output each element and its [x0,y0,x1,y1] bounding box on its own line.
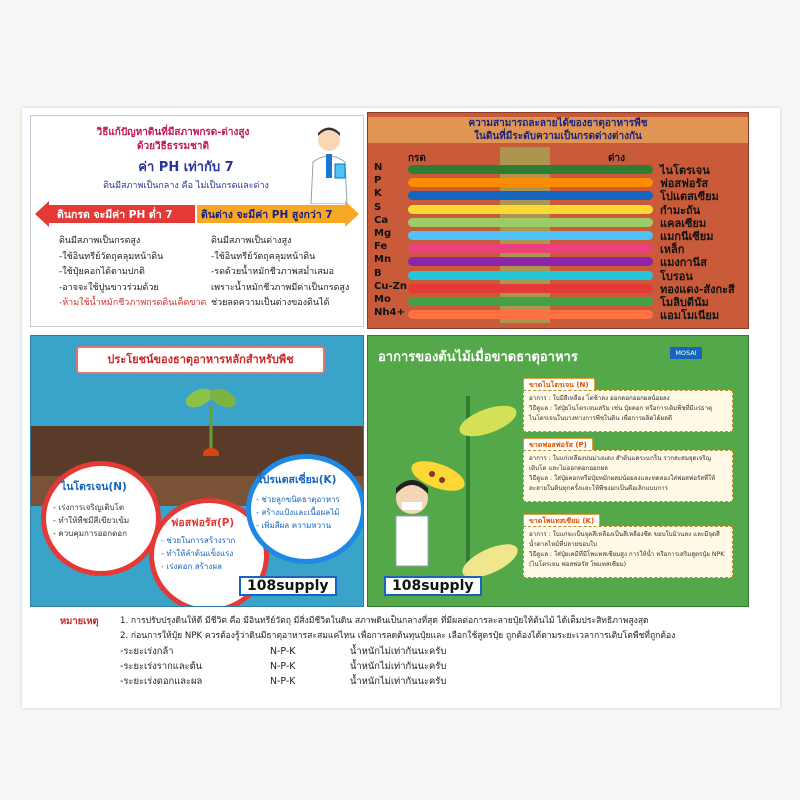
stage-note: น้ำหนักไม่เท่ากันนะครับ [350,676,447,687]
stage-npk: N-P-K [270,646,296,657]
method-text: วิธีดูแล : ใส่ปุ๋ยเคมีที่มีโพแทสเซียมสูง การให้น้ำ หรือการเสริมสูตรปุ๋ย NPK (ไนโตรเจน ฟอสฟอรัส โพแทสเซียม) [529,551,725,568]
list-item: -ใช้ปุ๋ยคอกได้ตามปกติ [59,267,145,277]
element-name: แอมโมเนียม [660,309,720,323]
element-symbol: Mo [374,294,391,305]
potassium-deficiency-head: ขาดโพแทสเซียม (K) [523,514,600,528]
list-item: -อาจจะใช้ปูนขาวร่วมด้วย [59,282,159,293]
element-name: แคลเซียม [660,216,707,230]
note-label: หมายเหตุ [60,616,99,627]
list-item: -ใช้อินทรีย์วัตถุคลุมหน้าดิน [211,251,316,262]
list-item: ดินมีสภาพเป็นด่างสูง [211,236,292,246]
element-name: กำมะถัน [660,203,701,217]
base-soil-list [211,234,349,312]
nitrogen-title: ไนโตรเจน(N) [61,481,127,493]
stage-name: -ระยะเร่งดอกและผล [120,676,203,687]
sprout-icon [181,376,241,456]
phosphorus-deficiency-box [523,450,733,502]
element-symbol: P [374,175,382,187]
element-name: ไนโตรเจน [660,164,710,177]
panel1-title-line1: วิธีแก้ปัญหาดินที่มีสภาพกรด-ด่างสูง [96,127,250,138]
solubility-band [408,218,653,227]
list-item: -ใช้อินทรีย์วัตถุคลุมหน้าดิน [59,251,164,262]
list-item: - เพิ่มสีผล ความหวาน [256,521,332,530]
stage-note: น้ำหนักไม่เท่ากันนะครับ [350,661,447,672]
acid-scale-label: กรด [408,153,426,164]
element-name: ทองแดง-สังกะสี [660,282,735,296]
mosai-badge: MOSAI [670,347,702,359]
solubility-band [408,271,653,280]
acid-arrow-label: ดินกรด จะมีค่า PH ต่ำ 7 [57,209,173,221]
symptom-text: อาการ : ใบแก่เหลืองปนม่วงแดง สำต้นแคระแกร็น รากสะสมจุดเจริญเติบโต และไม่ออกดอกออกผล [529,455,711,472]
element-symbol: Mg [374,228,392,239]
neutral-soil-text: ดินมีสภาพเป็นกลาง คือ ไม่เป็นกรดและด่าง [103,181,269,191]
list-item: -รดด้วยน้ำหมักชีวภาพสม่ำเสมอ [211,267,335,277]
panel3-title: ประโยชน์ของธาตุอาหารหลักสำหรับพืช [76,346,325,374]
solubility-band [408,310,653,319]
panel2-title-line2: ในดินที่มีระดับความเป็นกรดด่างต่างกัน [474,131,642,142]
element-symbol: S [374,201,382,213]
element-symbol: Nh4+ [374,307,405,319]
symptom-text: อาการ : ใบมีสีเหลือง โตช้าลง ออกดอกออกผลน้อยลง [529,395,670,402]
footnote-text [120,614,675,689]
phosphorus-title: ฟอสฟอรัส(P) [171,517,235,529]
element-symbol: Mn [374,254,392,266]
list-item: - สร้างแป้งและเนื้อผลไม้ [256,508,340,517]
symptom-text: อาการ : ใบแก่จะเป็นจุดสีเหลืองเป็นสีเหลืองซีด ขอบใบม้วนลง และมีจุดสีน้ำตาลไหม้ที่ปลายขอบใบ [529,531,720,548]
list-item: - ทำให้ลำต้นแข็งแรง [161,549,234,558]
deficiency-symptom-panel [367,335,749,607]
solubility-band [408,244,653,253]
element-symbol: Cu-Zn [374,280,407,292]
stage-npk: N-P-K [270,661,296,672]
brand-logo: 108supply [239,576,337,596]
element-name: โบรอน [660,269,693,283]
list-item: - ทำให้พืชมีสีเขียวเข้ม [53,516,130,525]
element-name: แมกนีเซียม [660,230,714,243]
nitrogen-lines [53,501,129,540]
element-name: ฟอสฟอรัส [660,177,709,191]
nitrogen-deficiency-head: ขาดไนโตรเจน (N) [523,378,595,392]
panel2-title [368,117,748,143]
stage-row [120,644,675,659]
brand-logo: 108supply [384,576,482,596]
stage-note: น้ำหนักไม่เท่ากันนะครับ [350,646,447,657]
panel1-title [63,126,283,154]
list-item: - ช่วยในการสร้างราก [161,536,236,545]
nitrogen-deficiency-box [523,390,733,432]
element-symbol: N [374,162,383,173]
stage-name: -ระยะเร่งรากและต้น [120,661,203,672]
list-item: ช่วยลดความเป็นด่างของดินได้ [211,298,330,308]
potassium-lines [256,493,340,532]
solubility-band [408,205,653,214]
list-item: ดินมีสภาพเป็นกรดสูง [59,236,141,246]
element-symbol: K [374,188,382,200]
potassium-title: โปรแตสเซี่ยม(K) [257,474,337,486]
ph-value-text: ค่า PH เท่ากับ 7 [138,160,234,175]
element-symbol: Fe [374,241,388,253]
list-item: - ช่วยลูกขนิดธาตุอาหาร [256,495,340,504]
list-item: - เร่งการเจริญเติบโต [53,503,125,512]
base-scale-label: ด่าง [608,153,625,164]
list-item: - เร่งดอก สร้างผล [161,562,222,571]
nutrient-solubility-panel [367,112,749,329]
solubility-band [408,178,653,187]
solubility-band [408,191,653,200]
element-name: โมลิบดีนัม [660,296,709,309]
nutrient-benefit-panel [30,335,364,607]
list-item: เพราะน้ำหมักชีวภาพมีค่าเป็นกรดสูง [211,282,350,293]
solubility-band [408,231,653,240]
element-symbol: B [374,267,382,279]
element-name: โปแตสเซียม [660,190,719,204]
solubility-band [408,297,653,306]
element-name: แมงกานีส [660,256,707,270]
base-arrow-label: ดินด่าง จะมีค่า PH สูงกว่า 7 [201,209,333,221]
ph-fix-panel [30,115,364,327]
stage-npk: N-P-K [270,676,296,687]
phosphorus-lines [161,534,235,573]
stage-row [120,674,675,689]
method-text: วิธีดูแล : ใส่ปุ๋ยไนโตรเจนเสริม เช่น ปุ๋ยคอก หรือการเติมพืชที่มีแร่ธาตุไนโตรเจนในบางทางการพืชในดิน เพื่อการผลิตได้ผลดี [529,405,713,422]
panel2-title-line1: ความสามารถละลายได้ของธาตุอาหารพืช [468,118,648,129]
element-symbol: Ca [374,214,389,226]
note-line: 2. ก่อนการให้ปุ๋ย NPK ควรต้องรู้ว่าดินมีธาตุอาหารสะสมแค่ไหน เพื่อการลดต้นทุนปุ๋ยและ เลือกใช้สูตรปุ๋ย ถูกต้องได้ตามระยะเวลาการเติบโตพืชที่ถูกต้อง [120,631,676,641]
panel4-title: อาการของต้นไม้เมื่อขาดธาตุอาหาร [378,350,578,365]
element-name: เหล็ก [660,243,685,257]
farmer-icon [382,476,442,576]
doctor-illustration [299,124,359,204]
method-text: วิธีดูแล : ใส่ปุ๋ยคอกหรือปุ๋ยหมักผสมน้อยลงและทดลองใส่ฟอสฟอรัสที่ให้ละลายในดินทุกครั้งและให้พืชงอกเป็นคือเลิกแบบการ [529,475,716,492]
list-item: -ห้ามใช้น้ำหมักชีวภาพกรดดินเค็ดขาด [59,298,207,308]
acid-soil-list [59,234,206,312]
solubility-band [408,284,653,293]
stage-row [120,659,675,674]
list-item: - ควบคุมการออกดอก [53,529,127,538]
solubility-band [408,165,653,174]
potassium-deficiency-box [523,526,733,578]
note-line: 1. การปรับปรุงดินให้ดี มีชีวิต คือ มีอินทรีย์วัตถุ มีสิ่งมีชีวิตในดิน สภาพดินเป็นกลางที่สุด ที่มีผลต่อการละลายปุ๋ยให้ต้นไม้ ได้เต็มประสิทธิภาพสูงสุด [120,616,649,626]
stage-name: -ระยะเร่งกล้า [120,646,174,657]
solubility-band [408,257,653,266]
panel1-title-line2: ด้วยวิธีธรรมชาติ [136,141,210,152]
phosphorus-deficiency-head: ขาดฟอสฟอรัส (P) [523,438,593,452]
